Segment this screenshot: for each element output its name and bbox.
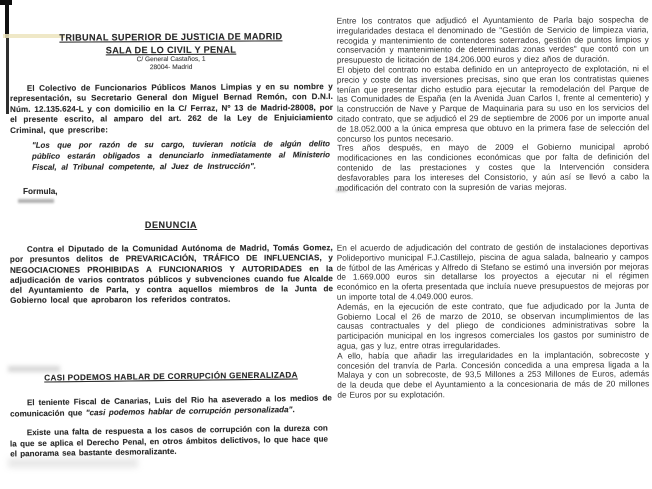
- accusation-crimes: PREVARICACIÓN, TRÁFICO DE INFLUENCIAS, y NEGOCIACIONES PROHIBIDAS A FUNCIONARIOS Y AUTORIDADES: [9, 253, 333, 275]
- paragraph-modificaciones: Tres años después, en mayo de 2009 el Gobierno municipal aprobó modificaciones en las condiciones económicas que por falta de definición del contenido de las prestaciones y costes que la Intervención considera desfavorables para los intereses del Consistorio, y aún así se llevó a cabo la modificación del contrato con la supresión de varias mejoras.: [337, 141, 650, 193]
- fiscal-statement-post: .: [292, 404, 295, 414]
- scan-edge-bar-lower: [6, 36, 9, 114]
- fiscal-statement-pre: El teniente Fiscal de Canarias, Luis del Rio ha aseverado a los medios de comunicación que: [10, 393, 332, 419]
- court-sala-line: SALA DE LO CIVIL Y PENAL: [105, 44, 237, 56]
- paragraph-polideportivo: En el acuerdo de adjudicación del contrato de gestión de instalaciones deportivas Polideportivo municipal F.J.Castillejo, piscina de agua salada, balneario y campos de fútbol de las Américas y Alfredo di Stefano se estimó una inversión por mejoras de 1.669.000 euros sin detallarse los proyectos a ejecutar ni el régimen económico en la oferta presentada que incluía nueve presupuestos de mejoras por un importe total de 4.049.000 euros.: [336, 241, 649, 302]
- corruption-heading-text: CASI PODEMOS HABLAR DE CORRUPCIÓN GENERALIZADA: [44, 370, 298, 383]
- denuncia-heading-text: DENUNCIA: [144, 220, 198, 230]
- denuncia-heading: [10, 215, 332, 233]
- right-page-block-contracts: [337, 15, 650, 193]
- court-postal-code: 28004- Madrid: [149, 64, 193, 72]
- scan-edge-bar-top: [5, 0, 9, 38]
- accusation-post: en la adjudicación de varios contratos públicos y subvenciones cuando fue Alcalde del Ayuntamiento de Parla, y contra aquellos miembros de la Junta de Gobierno local que aprobaron los referidos contratos.: [10, 263, 334, 306]
- court-name-line: TRIBUNAL SUPERIOR DE JUSTICIA DE MADRID: [59, 31, 283, 43]
- fiscal-statement-quote: "casi podemos hablar de corrupción personalizada": [85, 404, 293, 418]
- right-page-block-sports: [337, 242, 650, 400]
- formula-line: Formula,: [23, 187, 58, 196]
- paragraph-tranvia: A ello, había que añadir las irregularidades en la implantación, sobrecoste y concesión del tranvía de Parla. Concesión concedida a una empresa ligada a la Malaya y con un sobrecoste, de 93,5 Millones a 253 Millones de Euros, además de la deuda que debe el Ayuntamiento a la concesionaria de más de 20 millones de Euros por su explotación.: [337, 349, 650, 400]
- scan-smudge-formula: [18, 199, 54, 203]
- fiscal-statement-paragraph: [10, 393, 332, 420]
- court-header: [10, 30, 332, 73]
- accusation-paragraph: [10, 243, 333, 306]
- accusation-pre: Contra el Diputado de la Comunidad Autónoma de Madrid, Tomás Gomez, por presuntos delitos de: [9, 243, 333, 265]
- corruption-heading: [10, 364, 332, 386]
- paragraph-limpieza-contract: Entre los contratos que adjudicó el Ayuntamiento de Parla bajo sospecha de irregularidades destaca el denominado de "Gestión de Servicio de limpieza viaria, recogida y mantenimiento de contendores soterrados, gestión de puntos limpios y conservación y mantenimiento de determinadas zonas verdes" que contó con un presupuesto de licitación de 184.206.000 euros y diez años de duración.: [336, 14, 649, 65]
- intro-paragraph: El Colectivo de Funcionarios Públicos Manos Limpias y en su nombre y representación, su Secretario General don Miguel Bernad Remón, con D.N.I. Núm. 12.135.624-L y con domicilio en la C/ Ferraz, Nº 13 de Madrid-28008, por el presente escrito, al amparo del art. 262 de la Ley de Enjuiciamiento Criminal, que prescribe:: [9, 82, 334, 135]
- paragraph-contract-object: El objeto del contrato no estaba definido en un anteproyecto de explotación, ni el precio y coste de las inversiones precisas, sino que eran los contratistas quienes tenían que presentar dicho estudio para ejecutar la remodelación del Parque de las Comunidades de España (en la Avenida Juan Carlos I, frente al cementerio) y la construcción de Nave y Parque de Maquinaria para su uso en los servicios del citado contrato, que se adjudicó el 29 de septiembre de 2006 por un importe anual de 18.052.000 a la única empresa que obtuvo en la primera fase de selección del concurso los puntos necesario.: [336, 63, 650, 144]
- closing-paragraph: Existe una falta de respuesta a los casos de corrupción con la dureza con la que se aplica el Derecho Penal, en otros ámbitos delictivos, lo que hace que el panorama sea bastante desmoralizante.: [9, 423, 329, 459]
- paragraph-junta-gobierno: Además, en la ejecución de este contrato, que fue adjudicado por la Junta de Gobierno Local el 26 de marzo de 2010, se observan incumplimientos de las causas contractuales y del pliego de condiciones administrativas sobre la participación municipal en los ingresos comerciales los gastos por suministro de agua, gas y luz, entre otras irregularidades.: [336, 300, 650, 351]
- court-address: C/ General Castaños, 1: [136, 55, 206, 64]
- legal-quote-paragraph: "Los que por razón de su cargo, tuvieran noticia de algún delito público estarán obligados a denunciarlo inmediatamente al Ministerio Fiscal, al Tribunal competente, al Juez de Instrucción".: [31, 139, 331, 172]
